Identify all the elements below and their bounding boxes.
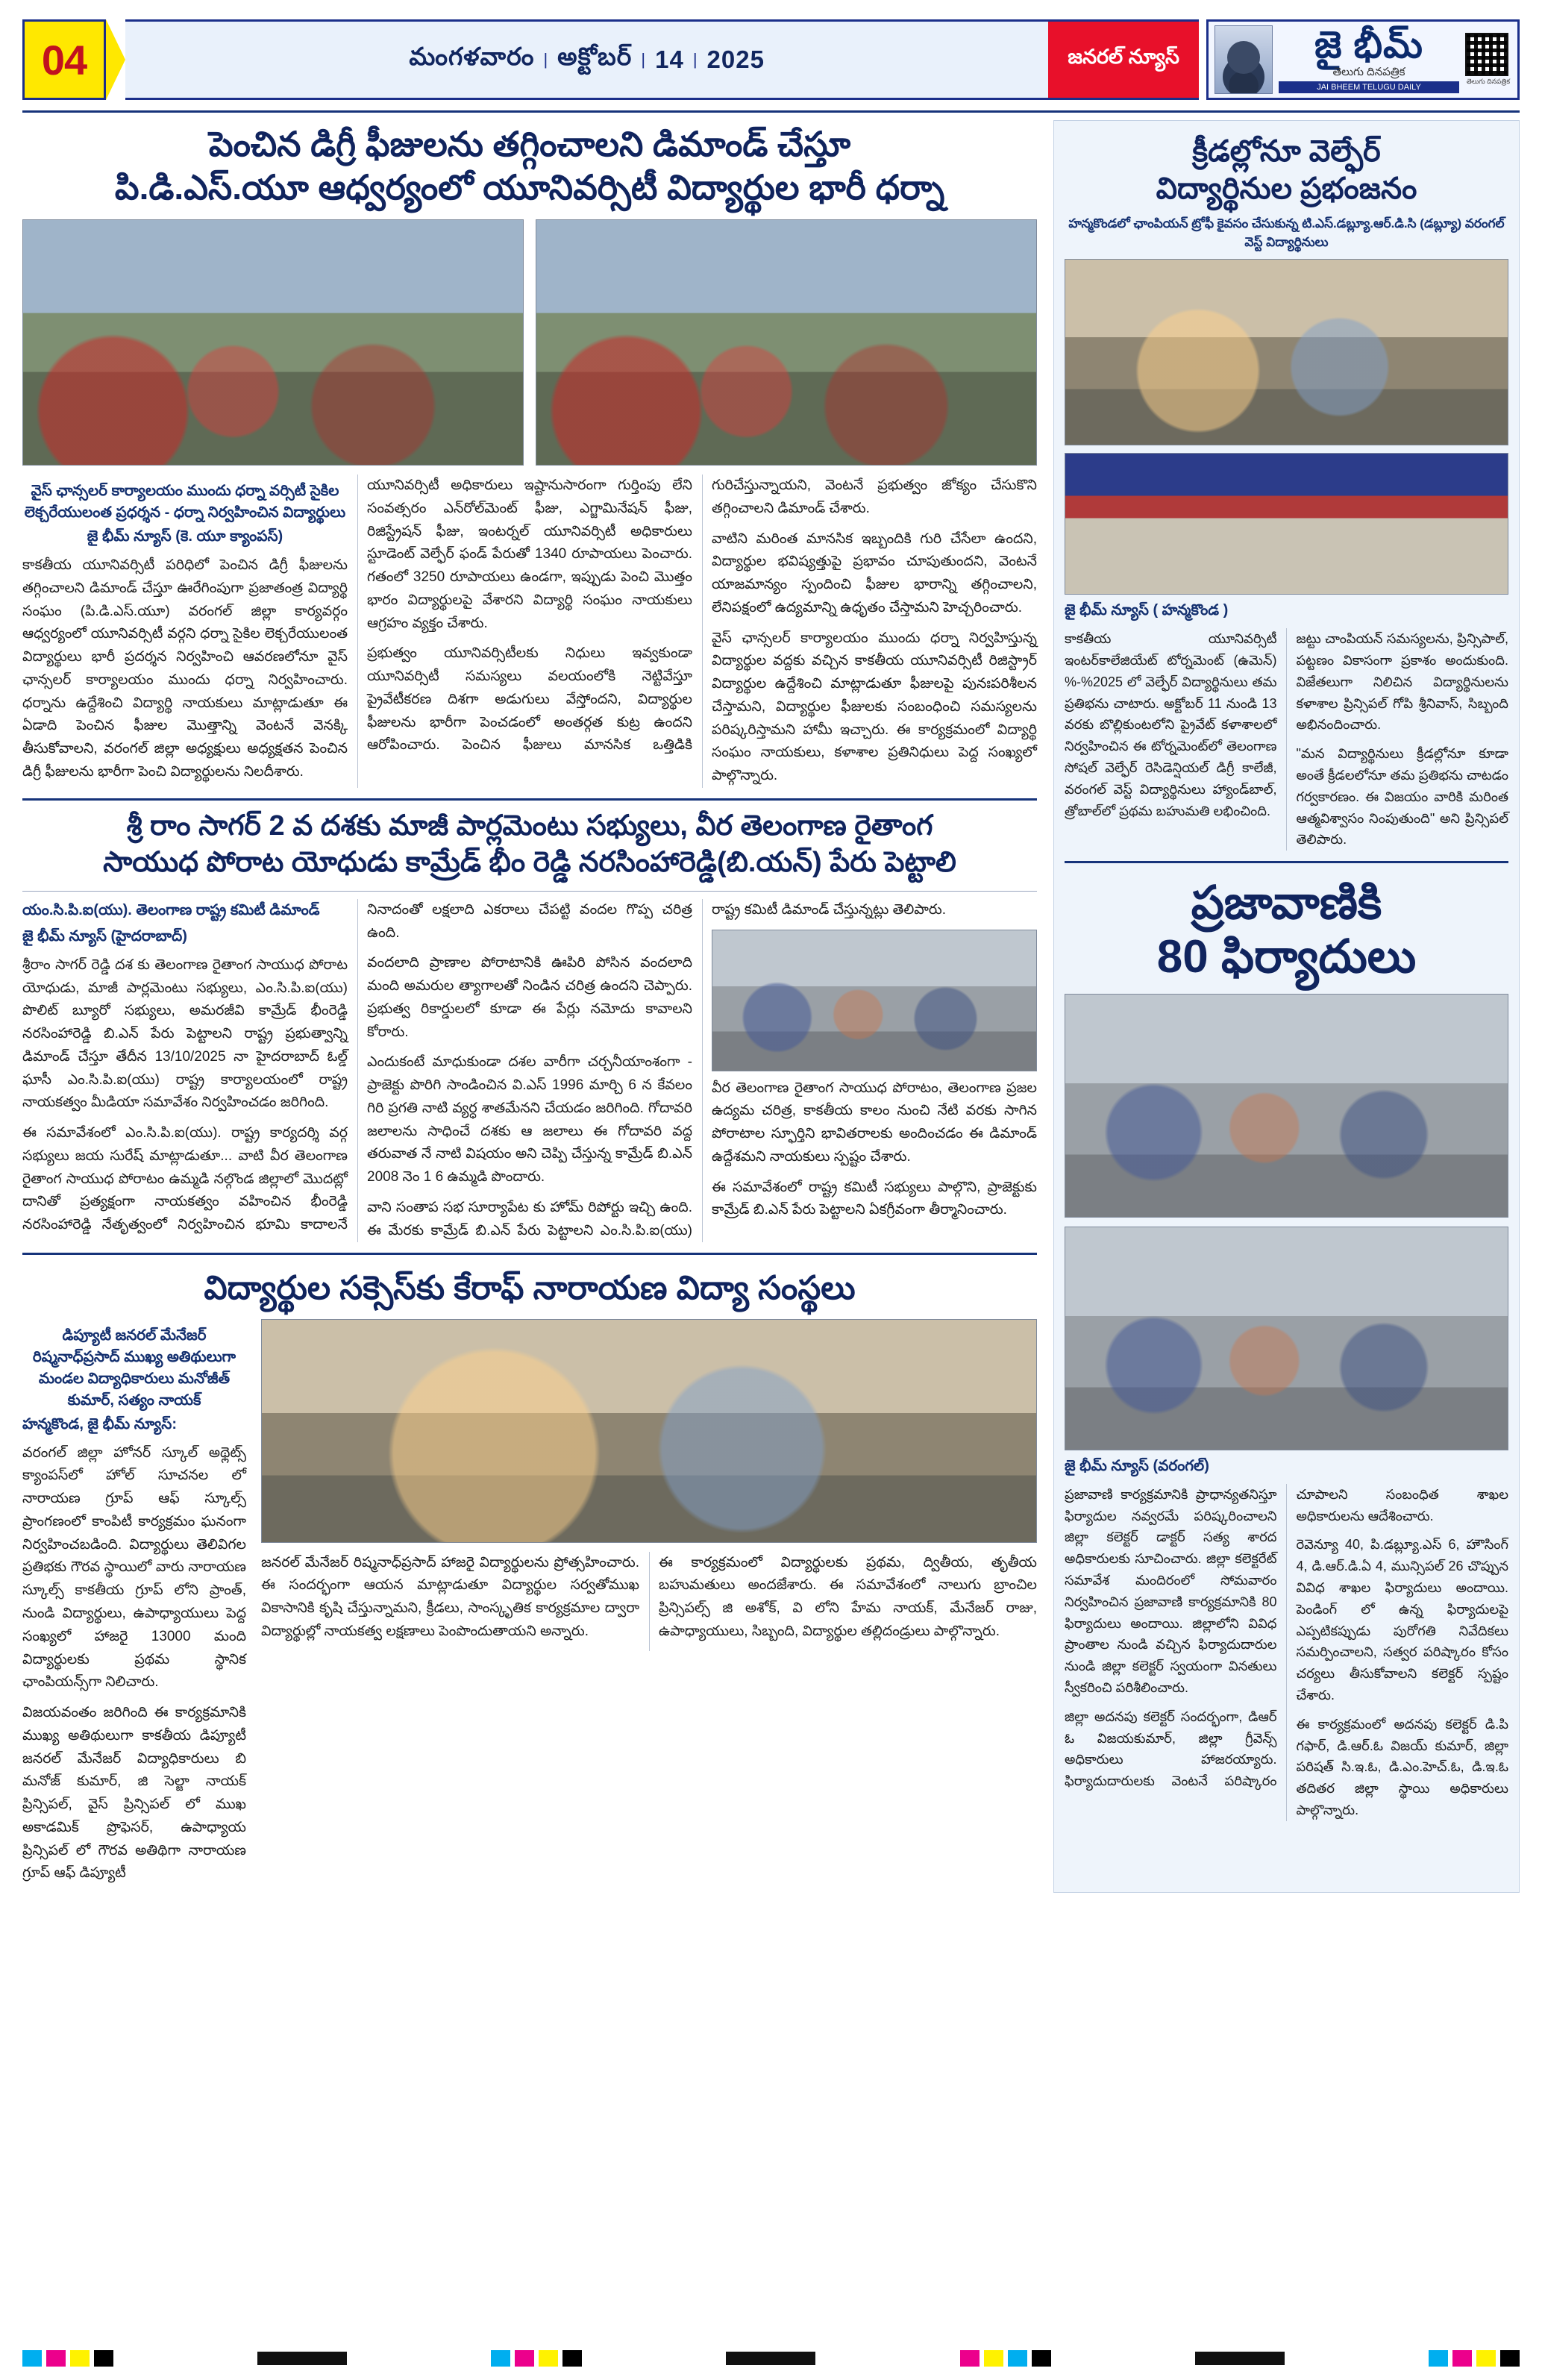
photo-protest-rally bbox=[536, 219, 1037, 466]
photo-trophy-presentation bbox=[1065, 259, 1508, 445]
date-month: అక్టోబర్ bbox=[557, 43, 633, 70]
paragraph: ప్రజావాణి కార్యక్రమానికి ప్రాధాన్యతనిస్తూ ఫిర్యాదుల నవ్వరమే పరిష్కరించాలని జిల్లా కలెక్టర్ డాక్టర్ సత్య శారద అధికారులకు సూచించారు. జిల్లా కలెక్టరేట్ సమావేశ మందిరంలో సోమవారం నిర్వహించిన ప్రజావాణి కార్యక్రమానికి 80 ఫిర్యాదులు అందాయి. జిల్లాలోని వివిధ ప్రాంతాల నుండి వచ్చిన ఫిర్యాదుదారుల నుండి జిల్లా కలెక్టర్ స్వయంగా వినతులు స్వీకరించి పరిశీలించారు. bbox=[1065, 1486, 1277, 1696]
color-swatch-black bbox=[562, 2350, 582, 2367]
paragraph: శ్రీరాం సాగర్ రెడ్డి దశ కు తెలంగాణ రైతాంగ సాయుధ పోరాట యోధుడు, మాజీ పార్లమెంటు సభ్యులు, ఎం.సి.పి.ఐ(యు) పొలిట్ బ్యూరో సభ్యులు, అమరజీవి కామ్రేడ్ భీంరెడ్డి నరసింహారెడ్డి బి.ఎన్ పేరు పెట్టాలని రాష్ట్ర ప్రభుత్వాన్ని డిమాండ్ చేస్తూ తేదీన 13/10/2025 నా హైదరాబాద్ ఓల్డ్ ఘాసీ ఎం.సి.పి.ఐ(యు) రాష్ట్ర కార్యాలయంలో రాష్ట్ర నాయకత్వం మీడియా సమావేశం నిర్వహించడం జరిగింది. bbox=[22, 956, 348, 1111]
color-swatch-magenta bbox=[515, 2350, 534, 2367]
masthead bbox=[22, 19, 1520, 100]
story-narayana-right-text bbox=[261, 1552, 1037, 1651]
headline-line-1: క్రీడల్లోనూ వెల్ఫేర్ bbox=[1192, 135, 1381, 168]
logo-text-block bbox=[1279, 26, 1459, 93]
date-day-number: 14 bbox=[655, 46, 684, 73]
paragraph: ప్రభుత్వం యూనివర్సిటీలకు నిధులు ఇవ్వకుండా యూనివర్సిటీ సమస్యలు వలయంలోకి నెట్టివేస్తూ ప్రైవేటీకరణ దిశగా అడుగులు వేస్తోందని, విద్యార్థుల ఫీజులను భారీగా పెంచడంలో అంతర్గత కుట్ర ఉందని ఆరోపించారు. పెంచిన ఫీజులు మానసిక ఒత్తిడికి గురిచేస్తున్నాయని, వెంటనే ప్రభుత్వం జోక్యం చేసుకొని తగ్గించాలని డిమాండ్ చేశారు. bbox=[367, 477, 1037, 754]
color-swatch-cyan bbox=[1008, 2350, 1027, 2367]
paragraph: వీర తెలంగాణ రైతాంగ సాయుధ పోరాటం, తెలంగాణ ప్రజల ఉద్యమ చరిత్ర, కాకతీయ కాలం నుంచి నేటి వరకు సాగిన పోరాటాల స్ఫూర్తిని భావితరాలకు అందించడం ఈ డిమాండ్ ఉద్దేశమని నాయకులు స్పష్టం చేశారు. bbox=[712, 1080, 1037, 1165]
date-day: మంగళవారం bbox=[409, 43, 535, 70]
qr-code-icon bbox=[1465, 33, 1508, 76]
paragraph: ఈ కార్యక్రమంలో అదనపు కలెక్టర్ డి.పి గఫార్, డి.ఆర్.ఓ విజయ్ కుమార్, జిల్లా పరిషత్ సి.ఇ.ఓ, డి.ఎం.హెచ్.ఓ, డి.ఇ.ఓ తదితర జిల్లా స్థాయి అధికారులు పాల్గొన్నారు. bbox=[1296, 1716, 1508, 1817]
page-body bbox=[22, 120, 1520, 1893]
headline-line-2: పి.డి.ఎస్.యూ ఆధ్వర్యంలో యూనివర్సిటీ విద్యార్థుల భారీ ధర్నా bbox=[114, 167, 945, 207]
story-divider-2 bbox=[22, 1253, 1037, 1255]
headline-line-2: విద్యార్థినుల ప్రభంజనం bbox=[1156, 172, 1417, 205]
color-swatch-cyan bbox=[491, 2350, 510, 2367]
story-narayana-body bbox=[22, 1319, 1037, 1894]
color-swatch-magenta bbox=[1452, 2350, 1472, 2367]
portrait-icon bbox=[1215, 25, 1273, 94]
photo-collector-meeting bbox=[1065, 994, 1508, 1218]
photo-narayana-felicitation bbox=[261, 1319, 1037, 1543]
story-prajavani-text bbox=[1065, 1484, 1508, 1821]
headline-line-2: 80 ఫిర్యాదులు bbox=[1156, 930, 1417, 983]
story-narayana-byline: హన్మకొండ, జై భీమ్ న్యూస్: bbox=[22, 1415, 178, 1432]
story-sports-byline: జై భీమ్ న్యూస్ ( హన్మకొండ ) bbox=[1065, 602, 1229, 619]
paragraph: వాని సంతాప సభ సూర్యాపేట కు హోమ్ రిపోర్టు ఇచ్చి ఉంది. ఈ మేరకు కామ్రేడ్ బి.ఎన్ పేరు పెట్టాలని ఎం.సి.పి.ఐ(యు) రాష్ట్ర కమిటీ డిమాండ్ చేస్తున్నట్లు తెలిపారు. bbox=[367, 901, 946, 1238]
newspaper-logo bbox=[1206, 19, 1520, 100]
left-column bbox=[22, 120, 1037, 1893]
right-rail bbox=[1053, 120, 1520, 1893]
print-registration-bars bbox=[22, 2350, 1520, 2367]
logo-title: జై భీమ్ bbox=[1314, 24, 1423, 66]
story-narayana-caption: డిప్యూటీ జనరల్ మేనేజర్ రిష్మనాధ్‌ప్రసాద్ ముఖ్య అతిథులుగా మండల విద్యాధికారులు మనోజీత్ కుమార్, సత్యం నాయక్ bbox=[32, 1327, 236, 1409]
story-degree-fees-byline: జై భీమ్ న్యూస్ (కె. యూ క్యాంపస్) bbox=[87, 528, 283, 545]
story-sports-text bbox=[1065, 628, 1508, 851]
story-sriram-sagar-kicker: యం.సి.పి.ఐ(యు). తెలంగాణ రాష్ట్ర కమిటీ డిమాండ్ bbox=[22, 901, 320, 918]
swatch-group-left bbox=[22, 2350, 113, 2367]
headline-underrule bbox=[22, 891, 1037, 892]
logo-strip: JAI BHEEM TELUGU DAILY bbox=[1279, 81, 1459, 93]
story-prajavani bbox=[1065, 877, 1508, 1821]
date-separator-2: | bbox=[641, 50, 647, 69]
paragraph: యూనివర్సిటీ అధికారులు ఇష్టానుసారంగా గుర్తింపు లేని సంవత్సరం ఎన్‌రోల్‌మెంట్ ఫీజు, ఎగ్జామినేషన్ ఫీజు, రిజిస్ట్రేషన్ ఫీజు, ఇంటర్నల్ యూనివర్సిటీ అధికారులు స్టూడెంట్ వెల్ఫేర్ ఫండ్ పేరుతో 1340 రూపాయలు పెంచారు. గతంలో 3250 రూపాయలు ఉండగా, ఇప్పుడు పెంచి మొత్తం భారం విద్యార్థులపై వేశారని విద్యార్థి సంఘం నాయకులు ఆగ్రహం వ్యక్తం చేశారు. bbox=[367, 477, 692, 631]
photo-press-meet bbox=[712, 930, 1037, 1071]
paragraph: ఎందుకంటే మాధుకుండా దశల వారీగా చర్చనీయాంశంగా - ప్రాజెక్టు పొరిగి సాండించిన వి.ఎస్ 1996 మార్చి 6 న కేవలం గిరి ప్రగతి నాటి వ్యర్ధ శాతమేనని చేయడం జరిగింది. గోదావరి జలాలను సాధించే దశకు ఆ జలాలు ఈ గోదావరి వద్ద తరువాత నే నాటి విషయం అని చెప్పి చేస్తున్న కామ్రేడ్ బి.ఎన్ 2008 నెం 1 6 ఉమ్మడి పొందారు. bbox=[367, 1054, 692, 1186]
story-degree-fees bbox=[22, 123, 1037, 788]
paragraph: ఈ కార్యక్రమంలో విద్యార్థులకు ప్రథమ, ద్వితీయ, తృతీయ బహుమతులు అందజేశారు. ఈ సమావేశంలో నాలుగు బ్రాంచిల ప్రిన్సిపల్స్ జి అశోక్, వి లోని హేమ నాయక్, మేనేజర్ రాజు, ఉపాధ్యాయులు, సిబ్బంది, విద్యార్థుల తల్లిదండ్రులు పాల్గొన్నారు. bbox=[659, 1554, 1037, 1639]
story-degree-fees-photos bbox=[22, 219, 1037, 466]
color-swatch-yellow bbox=[70, 2350, 90, 2367]
qr-caption: తెలుగు దినపత్రిక bbox=[1466, 77, 1511, 85]
section-tag: జనరల్ న్యూస్ bbox=[1048, 19, 1199, 100]
date-separator-1: | bbox=[543, 50, 549, 69]
color-swatch-yellow bbox=[1476, 2350, 1496, 2367]
paragraph: "మన విద్యార్థినులు క్రీడల్లోనూ కూడా అంతే క్రీడలలోనూ తమ ప్రతిభను చాటడం గర్వకారణం. ఈ విజయం వారికి మరింత ఆత్మవిశ్వాసం నింపుతుంది" అని ప్రిన్సిపల్ తెలిపారు. bbox=[1296, 746, 1508, 848]
color-swatch-magenta bbox=[960, 2350, 980, 2367]
photo-protest-group bbox=[22, 219, 524, 466]
story-sriram-sagar-headline bbox=[22, 808, 1037, 882]
headline-line-1: పెంచిన డిగ్రీ ఫీజులను తగ్గించాలని డిమాండ్ చేస్తూ bbox=[208, 125, 851, 163]
date-year: 2025 bbox=[706, 46, 765, 73]
photo-petition-handover bbox=[1065, 1227, 1508, 1450]
paragraph: రెవెన్యూ 40, పి.డబ్ల్యూ.ఎస్ 6, హౌసింగ్ 4, డి.ఆర్.డి.ఏ 4, మున్సిపల్ 26 చొప్పున వివిధ శాఖల ఫిర్యాదులు అందాయి. పెండింగ్ లో ఉన్న ఫిర్యాదులపై ఎప్పటికప్పుడు పురోగతి నివేదికలు సమర్పించాలని, సత్వర పరిష్కారం కోసం చర్యలు తీసుకోవాలని కలెక్టర్ స్పష్టం చేశారు. bbox=[1296, 1537, 1508, 1703]
paragraph: జిల్లా అదనపు కలెక్టర్ సందర్భంగా, డిఆర్ ఓ విజయకుమార్, జిల్లా గ్రీవెన్స్ అధికారులు హాజరయ్యారు. ఫిర్యాదుదారులకు వెంటనే పరిష్కారం చూపాలని సంబంధిత శాఖల అధికారులను ఆదేశించారు. bbox=[1065, 1486, 1508, 1789]
masthead-rule bbox=[22, 110, 1520, 113]
qr-block bbox=[1465, 33, 1511, 87]
paragraph: జనరల్ మేనేజర్ రిష్మనాధ్‌ప్రసాద్ హాజరై విద్యార్థులను ప్రోత్సహించారు. ఈ సందర్భంగా ఆయన మాట్లాడుతూ విద్యార్థుల సర్వతోముఖ వికాసానికి కృషి చేస్తున్నామని, క్రీడలు, సాంస్కృతిక కార్యక్రమాల ద్వారా విద్యార్థుల్లో నాయకత్వ లక్షణాలు పెంపొందుతాయని అన్నారు. bbox=[261, 1554, 639, 1639]
headline-line-2: సాయుధ పోరాట యోధుడు కామ్రేడ్ భీం రెడ్డి నరసింహారెడ్డి(బి.యన్) పేరు పెట్టాలి bbox=[103, 847, 956, 879]
paragraph: కాకతీయ యూనివర్సిటీ పరిధిలో పెంచిన డిగ్రీ ఫీజులను తగ్గించాలని డిమాండ్ చేస్తూ ఊరేగింపుగా ప్రజాతంత్ర విద్యార్థి సంఘం (పి.డి.ఎస్.యూ) వరంగల్ జిల్లా కార్యవర్గం ఆధ్వర్యంలో యూనివర్సిటీ వర్గని ధర్నా సైకిల లెక్చరేయులంత విద్యార్థులు భారీ ప్రదర్శన నిర్వహించి ఆవరణలోనూ వైస్ ఛాన్సలర్ కార్యాలయం ముందు ధర్నా నిర్వహించారు. ధర్నాను ఉద్దేశించి విద్యార్థి నాయకులు మాట్లాడుతూ ఈ ఏడాది పెంచిన ఫీజుల మొత్తాన్ని వెంటనే వెనక్కి తీసుకోవాలని, వరంగల్ జిల్లా అధ్యక్షులు అధ్యక్షతన పెంచిన డిగ్రీ ఫీజులను భారీగా పెంచి విద్యార్థులను నిలదీశారు. bbox=[22, 557, 348, 780]
color-swatch-cyan bbox=[1429, 2350, 1448, 2367]
story-degree-fees-caption: వైస్ ఛాన్సలర్ కార్యాలయం ముందు ధర్నా వర్సిటీ సైకిల లెక్చరేయులంత ప్రధర్శన - ధర్నా నిర్వహించిన విద్యార్థులు bbox=[24, 483, 346, 521]
paragraph: ఈ సమావేశంలో ఎం.సి.పి.ఐ(యు). రాష్ట్ర కార్యదర్శి వర్గ సభ్యులు జయ సురేష్ మాట్లాడుతూ... వాటి వీర తెలంగాణ రైతాంగ సాయుధ పోరాటం ఉమ్మడి నల్గొండ జిల్లాలో మొదట్లో దానితో ప్రత్యక్షంగా నాయకత్వం వహించిన భీంరెడ్డి నరసింహారెడ్డి నేతృత్వంలో నిర్వహించిన భూమి కాదాలనే నినాదంతో లక్షలాది ఎకరాలు చేపట్టి వందల గొప్ప చరిత్ర ఉంది. bbox=[22, 901, 692, 1233]
page-number-tail bbox=[106, 19, 125, 100]
logo-subtitle: తెలుగు దినపత్రిక bbox=[1332, 66, 1405, 78]
paragraph: కాకతీయ యూనివర్సిటీ ఇంటర్‌కాలేజియేట్ టోర్నమెంట్ (ఉమెన్) %-%2025 లో వెల్ఫేర్ విద్యార్థినులు తమ ప్రతిభను చాటారు. అక్టోబర్ 11 నుండి 13 వరకు బొల్లికుంటలోని ప్రైవేట్ కళాశాలలో నిర్వహించిన ఈ టోర్నమెంట్‌లో తెలంగాణ సోషల్ వెల్ఫేర్ రెసిడెన్షియల్ డిగ్రీ కాలేజీ, వరంగల్ వెస్ట్ విద్యార్థినులు హ్యాండ్‌బాల్, త్రోబాల్‌లో ప్రథమ బహుమతి లభించింది. bbox=[1065, 631, 1277, 818]
rail-divider bbox=[1065, 861, 1508, 863]
color-swatch-black bbox=[1032, 2350, 1051, 2367]
story-sports-welfare bbox=[1065, 133, 1508, 851]
paragraph: వాటిని మరింత మానసిక ఇబ్బందికి గురి చేసేలా ఉందని, విద్యార్థుల భవిష్యత్తుపై ప్రభావం చూపుతుందని, వెంటనే యాజమాన్యం స్పందించి ఫీజుల భారాన్ని తగ్గించాలని, లేనిపక్షంలో ఉద్యమాన్ని ఉధృతం చేస్తామని హెచ్చరించారు. bbox=[712, 530, 1037, 616]
story-narayana bbox=[22, 1267, 1037, 1893]
paragraph: విజయవంతం జరిగింది ఈ కార్యక్రమానికి ముఖ్య అతిథులుగా కాకతీయ డిప్యూటీ జనరల్ మేనేజర్ విద్యాధికారులు బి మనోజ్ కుమార్, జి సెల్జా నాయక్ ప్రిన్సిపల్, వైస్ ప్రిన్సిపల్ లో ముఖ అకాడమిక్ ప్రొఫెసర్, ఉపాధ్యాయ ప్రిన్సిపల్ లో గౌరవ అతిథిగా నారాయణ గ్రూప్ ఆఫ్ డిప్యూటీ bbox=[22, 1705, 246, 1882]
paragraph: ఈ సమావేశంలో రాష్ట్ర కమిటీ సభ్యులు పాల్గొని, ప్రాజెక్టుకు కామ్రేడ్ బి.ఎన్ పేరు పెట్టాలని ఏకగ్రీవంగా తీర్మానించారు. bbox=[712, 1179, 1037, 1218]
registration-bar-1 bbox=[257, 2352, 347, 2365]
date-strip bbox=[125, 19, 1048, 100]
color-swatch-yellow bbox=[984, 2350, 1003, 2367]
swatch-group-right bbox=[960, 2350, 1051, 2367]
story-narayana-left-text bbox=[22, 1319, 246, 1894]
date-separator-3: | bbox=[692, 50, 698, 69]
story-prajavani-headline bbox=[1065, 877, 1508, 983]
story-divider-1 bbox=[22, 798, 1037, 801]
paragraph: వరంగల్ జిల్లా హోనర్ స్కూల్ అథ్లెట్స్ క్యాంపస్‌లో హోల్ సూచనల లో నారాయణ గ్రూప్ ఆఫ్ స్కూల్స్ ప్రాంగణంలో కాంపిటీ కార్యక్రమం ఘనంగా నిర్వహించబడింది. విద్యార్థులు తెలివిగల ప్రతిభకు గౌరవ స్థాయిలో వారు నారాయణ స్కూల్స్ కాకతీయ గ్రూప్ లోని ప్రాంత్, నుండి విద్యార్థులు, ఉపాధ్యాయులు పెద్ద సంఖ్యలో హాజరై 13000 మంది విద్యార్థులకు ప్రథమ స్థానిక ఛాంపియన్స్‌గా నిలిచారు. bbox=[22, 1444, 246, 1691]
color-swatch-black bbox=[1500, 2350, 1520, 2367]
story-sriram-sagar-text bbox=[22, 899, 1037, 1243]
registration-bar-2 bbox=[726, 2352, 815, 2365]
story-degree-fees-text bbox=[22, 475, 1037, 788]
story-sriram-sagar-byline: జై భీమ్ న్యూస్ (హైదరాబాద్) bbox=[22, 927, 187, 945]
story-sports-subcaption: హన్మకొండలో ఛాంపియన్ ట్రోఫీ కైవసం చేసుకున్న టి.ఎస్.డబ్ల్యూ.ఆర్.డి.సి (డబ్ల్యూ) వరంగల్ వెస్ట్ విద్యార్థినులు bbox=[1068, 216, 1505, 249]
paragraph: వైస్ ఛాన్సలర్ కార్యాలయం ముందు ధర్నా నిర్వహిస్తున్న విద్యార్థుల వద్దకు వచ్చిన కాకతీయ యూనివర్సిటీ రిజిస్ట్రార్ విద్యార్థుల ఉద్దేశించి మాట్లాడుతూ ఫీజులపై పునఃపరిశీలన చేస్తామని, విద్యార్థుల ఫీజులకు సంబంధించి సమస్యలను పరిష్కరిస్తామని హామీ ఇచ్చారు. ఈ కార్యక్రమంలో విద్యార్థి సంఘం నాయకులు, కళాశాల ప్రతినిధులు పెద్ద సంఖ్యలో పాల్గొన్నారు. bbox=[712, 630, 1037, 784]
headline-line-1: శ్రీ రాం సాగర్ 2 వ దశకు మాజీ పార్లమెంటు సభ్యులు, వీర తెలంగాణ రైతాంగ bbox=[126, 809, 933, 842]
headline-line-1: ప్రజావాణికి bbox=[1191, 877, 1382, 930]
swatch-group-mid bbox=[491, 2350, 582, 2367]
story-degree-fees-headline bbox=[22, 123, 1037, 209]
registration-bar-3 bbox=[1195, 2352, 1285, 2365]
color-swatch-yellow bbox=[539, 2350, 558, 2367]
swatch-group-far-right bbox=[1429, 2350, 1520, 2367]
story-sports-headline bbox=[1065, 133, 1508, 207]
story-narayana-right bbox=[261, 1319, 1037, 1894]
story-narayana-headline: విద్యార్థుల సక్సెస్‌కు కేరాఫ్ నారాయణ విద్యా సంస్థలు bbox=[204, 1270, 856, 1307]
color-swatch-magenta bbox=[46, 2350, 66, 2367]
photo-group-stage bbox=[1065, 453, 1508, 595]
color-swatch-cyan bbox=[22, 2350, 42, 2367]
paragraph: వందలాది ప్రాణాల పోరాటానికి ఊపిరి పోసిన వందలాది మంది అమరుల త్యాగాలతో నిండిన చరిత్ర ఉందని చెప్పారు. ప్రభుత్వ రికార్డులలో కూడా ఈ పేర్లు నమోదు కావాలని కోరారు. bbox=[367, 955, 692, 1040]
story-sriram-sagar bbox=[22, 808, 1037, 1243]
color-swatch-black bbox=[94, 2350, 113, 2367]
page-number: 04 bbox=[22, 19, 106, 100]
paragraph: జట్టు చాంపియన్ సమస్యలను, ప్రిన్సిపాల్, పట్టణం వికాసంగా ప్రకాశం అందుకుంది. విజేతలుగా నిలిచిన విద్యార్థినులను కళాశాల ప్రిన్సిపల్ గోపి శ్రీనివాస్, సిబ్బంది అభినందించారు. bbox=[1296, 631, 1508, 733]
story-prajavani-byline: జై భీమ్ న్యూస్ (వరంగల్) bbox=[1065, 1457, 1209, 1474]
